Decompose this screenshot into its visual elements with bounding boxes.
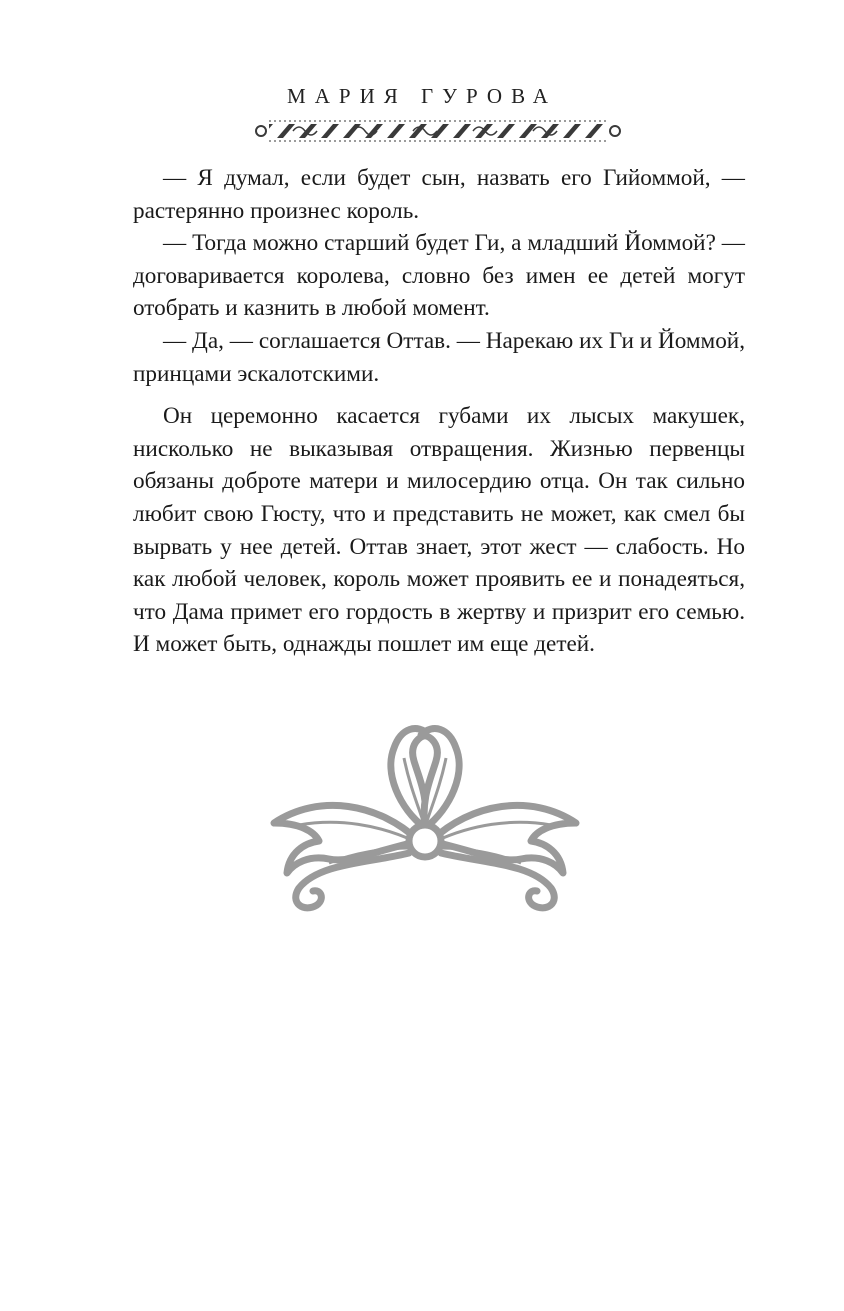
running-head-author: МАРИЯ ГУРОВА bbox=[287, 84, 557, 108]
paragraph: — Да, — соглашается Оттав. — Нарекаю их Ги и Йоммой, принцами эскалотскими. bbox=[133, 327, 745, 387]
paragraph: — Тогда можно старший будет Ги, а младший Йоммой? — договаривается королева, словно без имен ее детей могут отобрать и казнить в любой момент. bbox=[133, 230, 745, 322]
header-ornament-icon bbox=[253, 118, 623, 144]
main-text bbox=[133, 162, 745, 661]
paragraph: — Я думал, если будет сын, назвать его Гийоммой, — растерянно произнес король. bbox=[133, 165, 745, 224]
floral-tailpiece-icon bbox=[259, 713, 591, 918]
paragraph: Он церемонно касается губами их лысых макушек, нисколько не выказывая отвращения. Жизнью первенцы обязаны доброте матери и милосердию отца. Он так сильно любит свою Гюсту, что и представить не может, как смел бы вырвать у нее детей. Оттав знает, этот жест — слабость. Но как любой человек, король может проявить ее и понадеяться, что Дама примет его гордость в жертву и призрит его семью. И может быть, однажды пошлет им еще детей. bbox=[133, 403, 745, 658]
